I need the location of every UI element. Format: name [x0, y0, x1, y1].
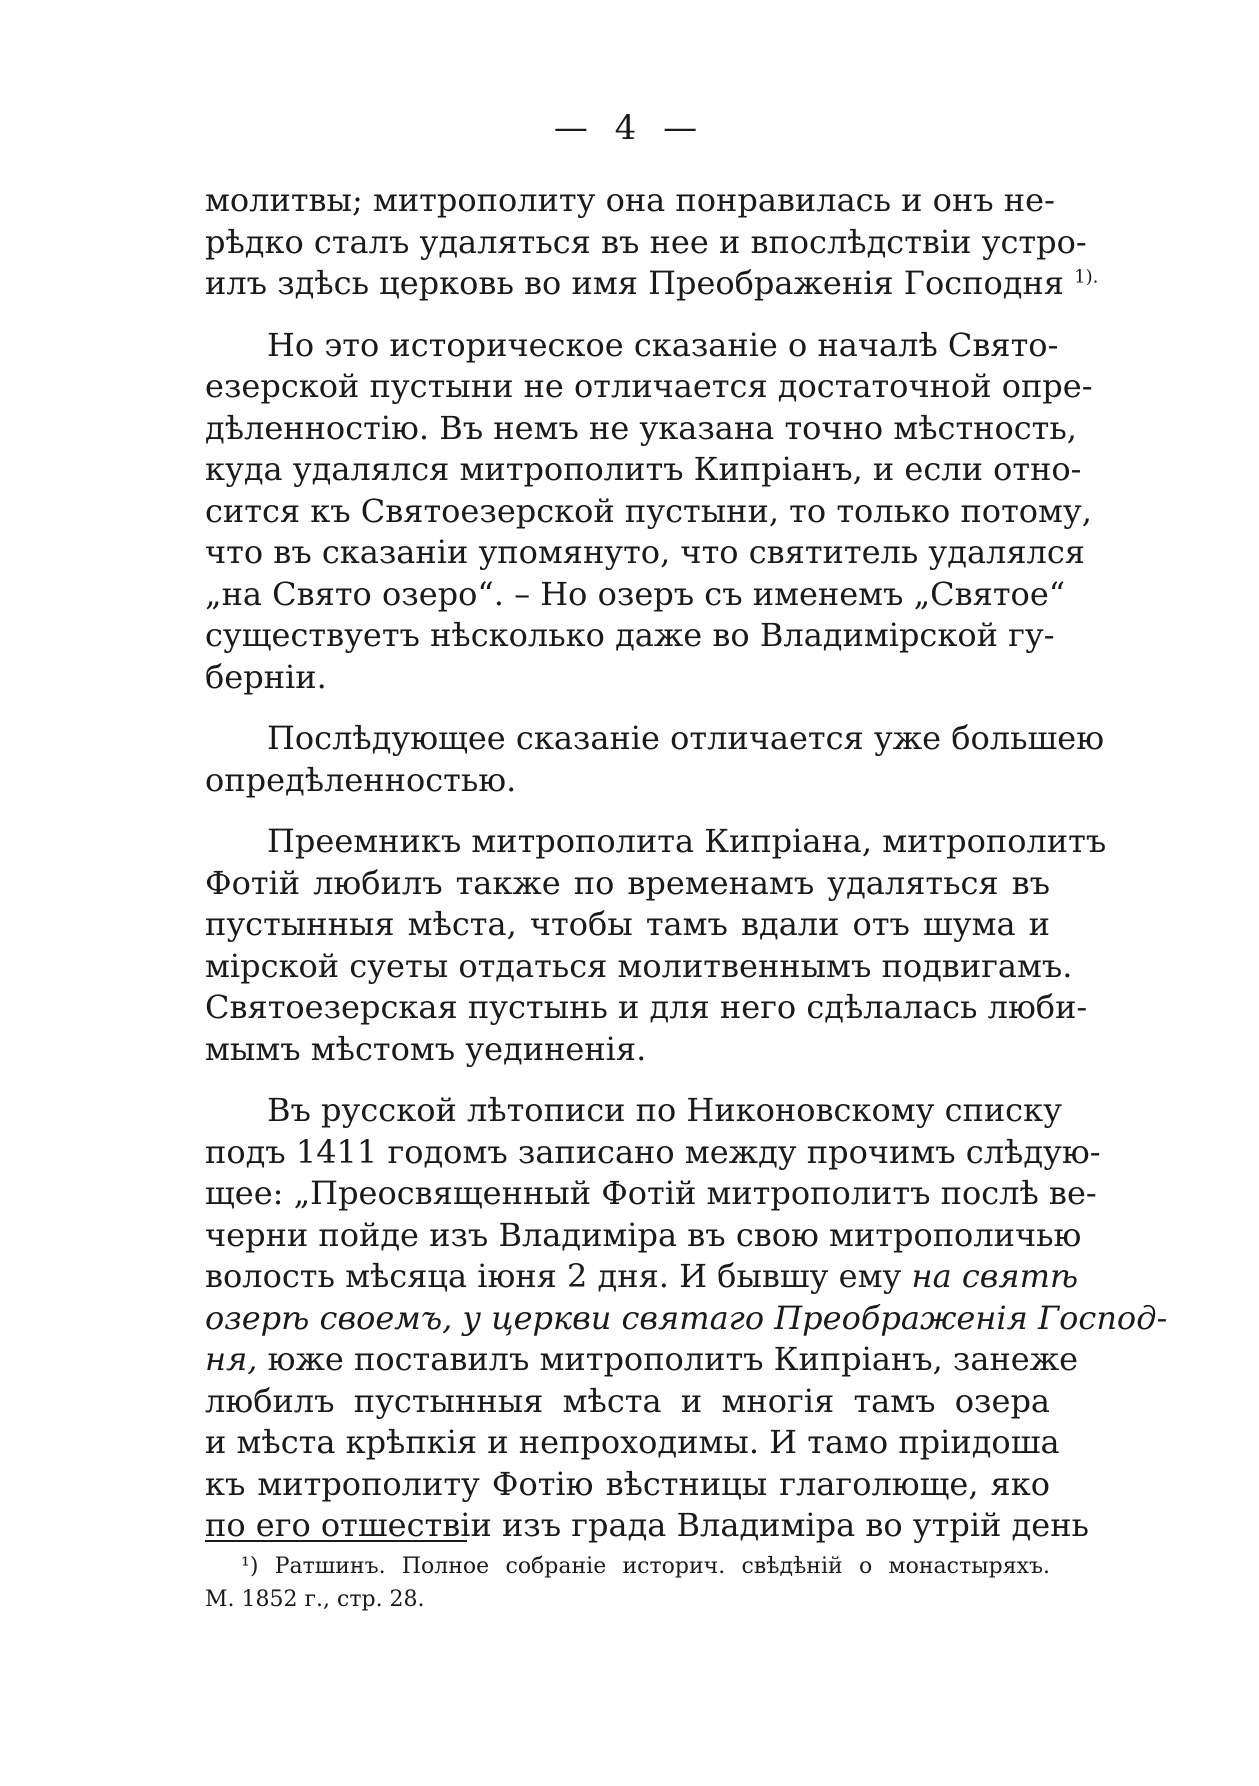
- text-line: Но это историческое сказаніе о началѣ Свято-: [267, 325, 1059, 364]
- text-line: [205, 1339, 1079, 1381]
- text-line: Святоезерская пустынь и для него сдѣлалась люби-: [205, 988, 1088, 1026]
- footnote-line: ¹) Ратшинъ. Полное собраніе историч. свѣдѣній о монастыряхъ.: [241, 1554, 1050, 1579]
- text-line: щее: „Преосвященный Фотій митрополитъ послѣ ве-: [205, 1174, 1097, 1212]
- footnote: [205, 1550, 1050, 1616]
- italic-segment: на святѣ: [911, 1257, 1079, 1295]
- italic-segment: ня,: [205, 1340, 258, 1378]
- text-line: опредѣленностью.: [205, 760, 517, 799]
- italic-line: озерѣ своемъ, у церкви святаго Преображенія Господ-: [205, 1298, 1168, 1337]
- text-line: Въ русской лѣтописи по Никоновскому списку: [267, 1091, 1062, 1129]
- text-line: что въ сказаніи упомянуто, что святитель удалялся: [205, 533, 1085, 571]
- paragraph: [205, 180, 1099, 305]
- text-line: „на Свято озеро“. – Но озеръ съ именемъ „Святое“: [205, 574, 1066, 613]
- text-line: мірской суеты отдаться молитвеннымъ подвигамъ.: [205, 946, 1073, 985]
- text-line: куда удалялся митрополитъ Кипріанъ, и если отно-: [205, 450, 1082, 488]
- text-line: [205, 263, 1099, 305]
- paragraph: [205, 1090, 1168, 1547]
- text-line: по его отшествіи изъ града Владиміра во утрій день: [205, 1506, 1089, 1544]
- paragraph: [205, 325, 1093, 699]
- paragraph: [205, 821, 1107, 1070]
- footnote-divider: [205, 1540, 467, 1542]
- text-line: езерской пустыни не отличается достаточной опре-: [205, 367, 1093, 405]
- main-text: [205, 180, 1168, 1547]
- text-line: пустынныя мѣста, чтобы тамъ вдали отъ шума и: [205, 905, 1050, 943]
- text-line: черни пойде изъ Владиміра въ свою митрополичью: [205, 1215, 1082, 1254]
- text-line: Послѣдующее сказаніе отличается уже большею: [267, 719, 1105, 757]
- text-segment: волость мѣсяца іюня 2 дня. И бывшу ему: [205, 1257, 912, 1295]
- text-line: [205, 1256, 1079, 1298]
- page-number: — 4 —: [553, 108, 706, 148]
- text-line: существуетъ нѣсколько даже во Владимірской гу-: [205, 616, 1055, 654]
- text-line: подъ 1411 годомъ записано между прочимъ слѣдую-: [205, 1132, 1101, 1171]
- text-line: молитвы; митрополиту она понравилась и онъ не-: [205, 181, 1055, 219]
- text-line: мымъ мѣстомъ уединенія.: [205, 1029, 647, 1068]
- text-line: Преемникъ митрополита Кипріана, митрополитъ: [267, 822, 1107, 860]
- text-line: и мѣста крѣпкія и непроходимы. И тамо пріидоша: [205, 1423, 1060, 1461]
- text-line: любилъ пустынныя мѣста и многія тамъ озера: [205, 1381, 1050, 1420]
- footnote-marker: 1).: [1074, 266, 1099, 288]
- text-line: къ митрополиту Фотію вѣстницы глаголюще, яко: [205, 1464, 1050, 1503]
- text-segment: юже поставилъ митрополитъ Кипріанъ, занеже: [257, 1340, 1079, 1378]
- text-line-content: илъ здѣсь церковь во имя Преображенія Господня: [205, 264, 1064, 302]
- text-line: берніи.: [205, 657, 327, 696]
- text-line: рѣдко сталъ удаляться въ нее и впослѣдствіи устро-: [205, 222, 1087, 261]
- footnote-line: М. 1852 г., стр. 28.: [205, 1587, 425, 1612]
- text-line: дѣленностію. Въ немъ не указана точно мѣстность,: [205, 408, 1077, 447]
- text-line: Фотій любилъ также по временамъ удаляться въ: [205, 863, 1050, 902]
- text-line: сится къ Святоезерской пустыни, то только потому,: [205, 491, 1092, 530]
- paragraph: [205, 718, 1105, 801]
